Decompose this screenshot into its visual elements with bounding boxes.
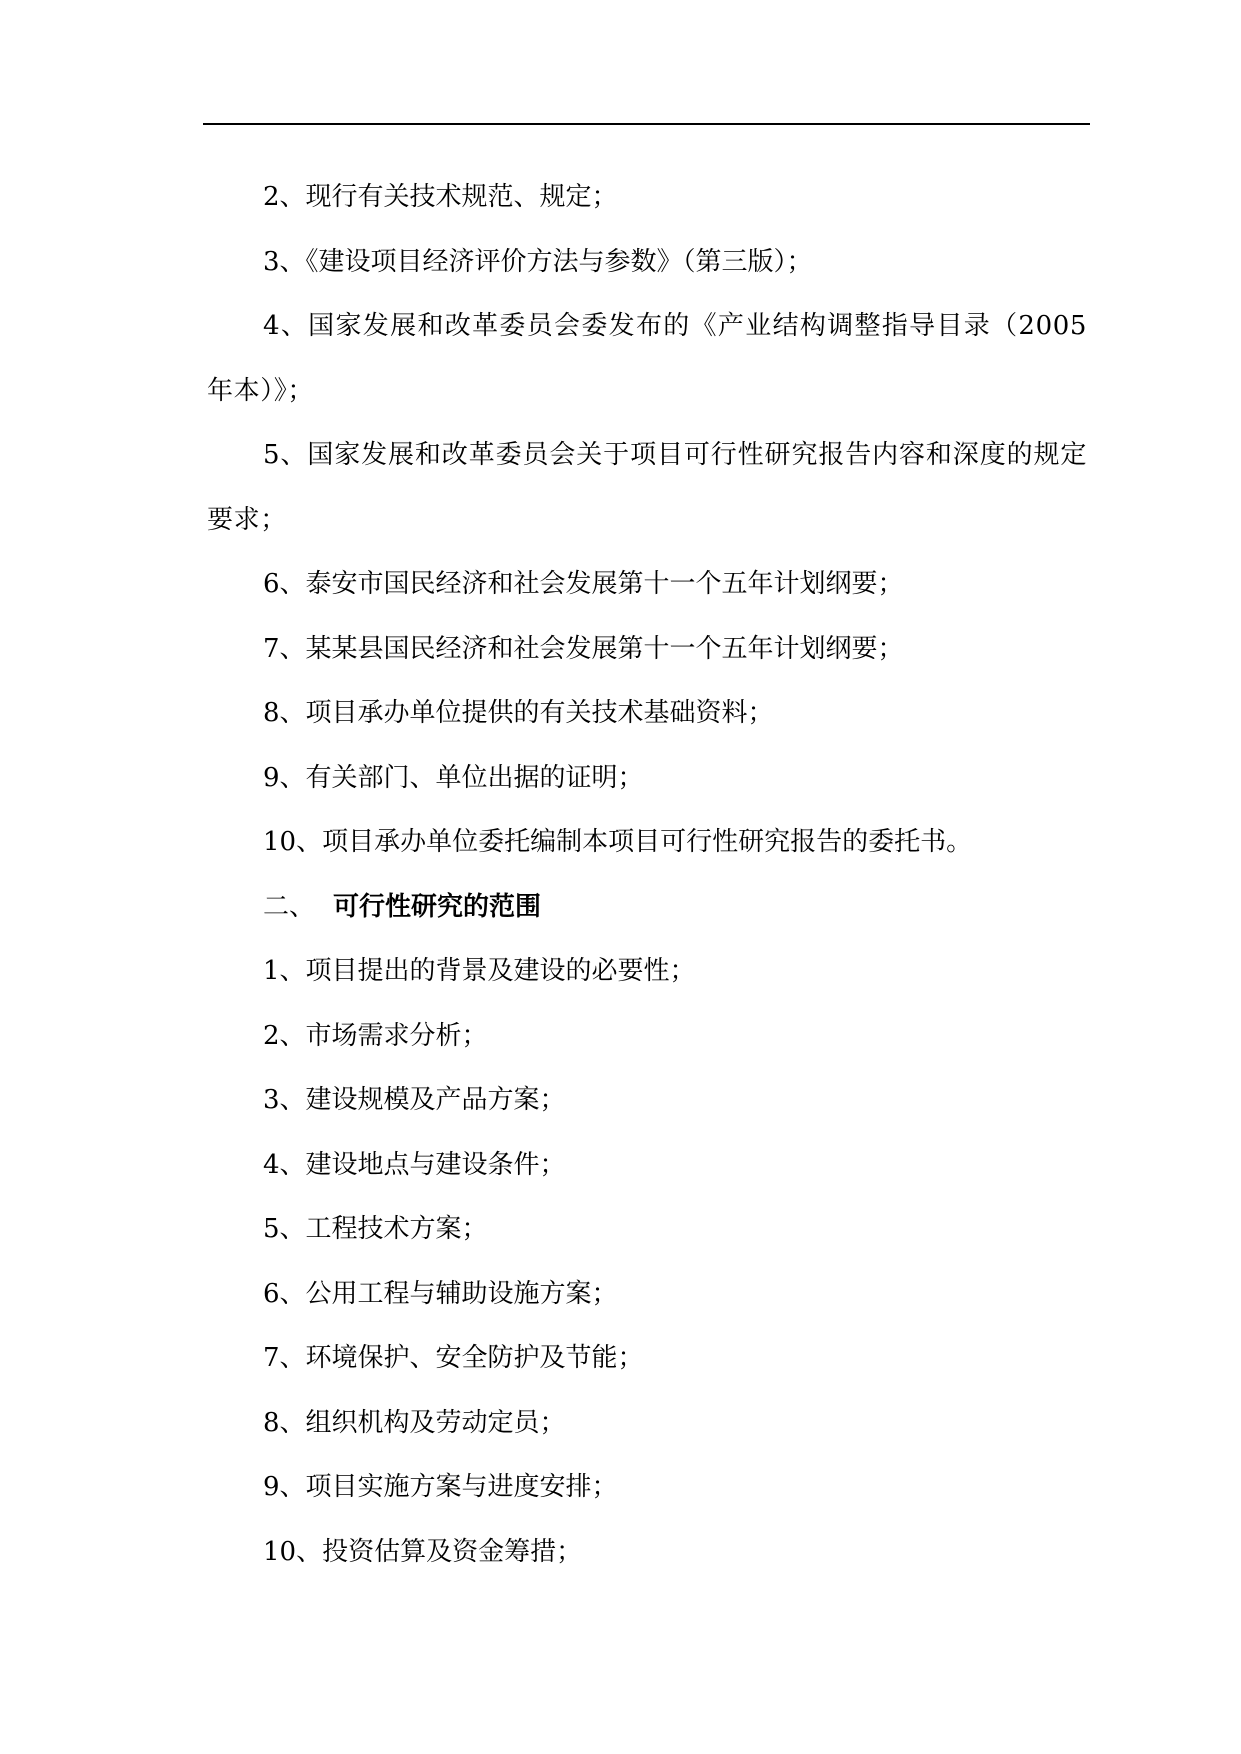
scope-item-6: 6、公用工程与辅助设施方案； <box>263 1278 618 1309</box>
scope-item-2: 2、市场需求分析； <box>263 1020 488 1051</box>
basis-item-3: 3、《建设项目经济评价方法与参数》（第三版）； <box>263 246 813 277</box>
basis-item-4: 4、国家发展和改革委员会委发布的《产业结构调整指导目录（2005年本）》； <box>207 311 1087 406</box>
basis-item-8: 8、项目承办单位提供的有关技术基础资料； <box>263 698 774 728</box>
scope-item-10: 10、投资估算及资金筹措； <box>263 1536 583 1567</box>
scope-item-1: 1、项目提出的背景及建设的必要性； <box>263 956 696 986</box>
section-heading-title: 可行性研究的范围 <box>333 891 542 922</box>
basis-item-2: 2、现行有关技术规范、规定； <box>263 182 618 212</box>
scope-item-4: 4、建设地点与建设条件； <box>263 1149 566 1180</box>
scope-item-7: 7、环境保护、安全防护及节能； <box>263 1343 644 1373</box>
basis-item-9: 9、有关部门、单位出据的证明； <box>263 762 644 793</box>
header-rule <box>203 123 1090 125</box>
scope-item-9: 9、项目实施方案与进度安排； <box>263 1472 618 1502</box>
basis-item-6: 6、泰安市国民经济和社会发展第十一个五年计划纲要； <box>263 569 904 599</box>
section-heading-number: 二、 <box>263 891 316 922</box>
basis-item-7: 7、某某县国民经济和社会发展第十一个五年计划纲要； <box>263 633 904 664</box>
document-body <box>207 165 1087 1584</box>
section-heading <box>207 875 1087 940</box>
basis-item-5: 5、国家发展和改革委员会关于项目可行性研究报告内容和深度的规定要求； <box>207 440 1087 535</box>
scope-item-8: 8、组织机构及劳动定员； <box>263 1407 566 1438</box>
scope-item-3: 3、建设规模及产品方案； <box>263 1085 566 1115</box>
basis-item-10: 10、项目承办单位委托编制本项目可行性研究报告的委托书。 <box>263 827 973 857</box>
scope-item-5: 5、工程技术方案； <box>263 1214 488 1244</box>
